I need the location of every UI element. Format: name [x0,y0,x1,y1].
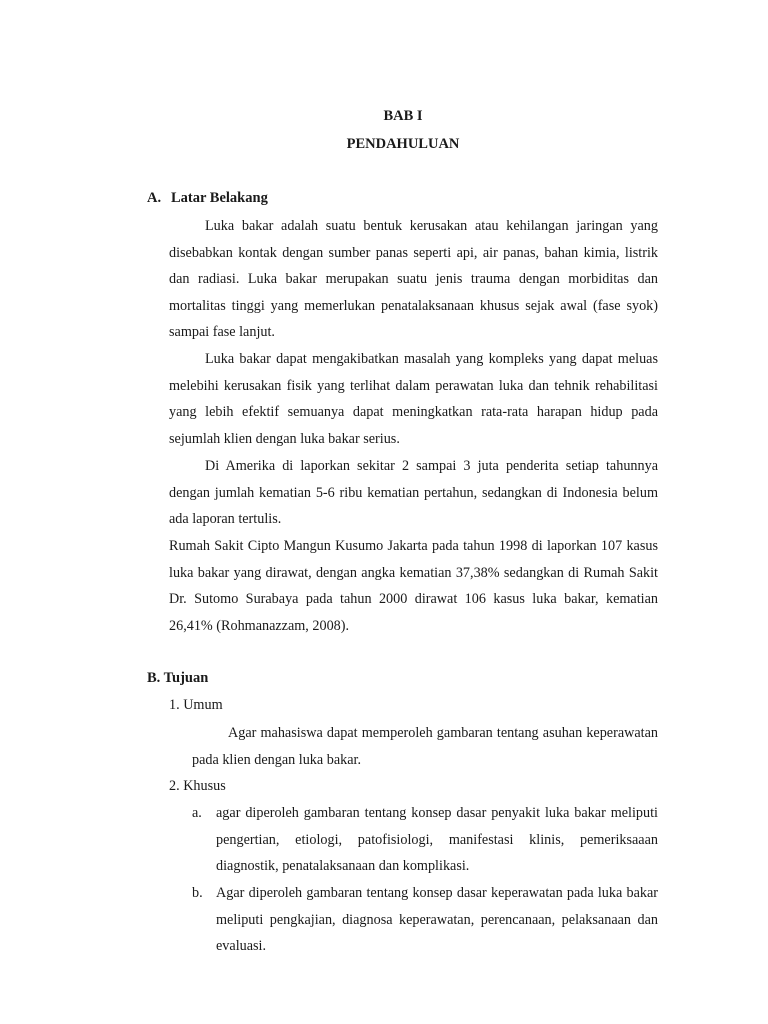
paragraph-4: Rumah Sakit Cipto Mangun Kusumo Jakarta pada tahun 1998 di laporkan 107 kasus luka bakar yang dirawat, dengan angka kematian 37,38% sedangkan di Rumah Sakit Dr. Sutomo Surabaya pada tahun 2000 dirawat 106 kasus luka bakar, kematian 26,41% (Rohmanazzam, 2008). [169,538,658,634]
section-a-letter: A. [147,190,162,206]
list-item-b: Agar diperoleh gambaran tentang konsep dasar keperawatan pada luka bakar meliputi pengkajian, diagnosa keperawatan, perencanaan, pelaksanaan dan evaluasi. [216,885,658,955]
list-label-umum: 1. Umum [169,697,223,713]
chapter-title: BAB I [383,108,423,124]
list-item-a: agar diperoleh gambaran tentang konsep dasar penyakit luka bakar meliputi pengertian, etiologi, patofisiologi, manifestasi klinis, pemeriksaaan diagnostik, penatalaksanaan dan komplikasi. [216,805,658,875]
umum-text: Agar mahasiswa dapat memperoleh gambaran tentang asuhan keperawatan pada klien dengan luka bakar. [192,725,658,768]
paragraph-1: Luka bakar adalah suatu bentuk kerusakan atau kehilangan jaringan yang disebabkan kontak dengan sumber panas seperti api, air panas, bahan kimia, listrik dan radiasi. Luka bakar merupakan suatu jenis trauma dengan morbiditas dan mortalitas tinggi yang memerlukan penatalaksanaan khusus sejak awal (fase syok) sampai fase lanjut. [169,218,658,341]
section-b-heading: B. Tujuan [147,670,209,686]
chapter-subtitle: PENDAHULUAN [346,136,460,152]
paragraph-3: Di Amerika di laporkan sekitar 2 sampai 3 juta penderita setiap tahunnya dengan jumlah kematian 5-6 ribu kematian pertahun, sedangkan di Indonesia belum ada laporan tertulis. [169,458,658,528]
section-a-title: Latar Belakang [171,190,268,206]
section-a-heading [147,190,268,207]
list-marker-b: b. [192,885,203,901]
paragraph-2: Luka bakar dapat mengakibatkan masalah yang kompleks yang dapat meluas melebihi kerusakan fisik yang terlihat dalam perawatan luka dan tehnik rehabilitasi yang lebih efektif semuanya dapat meningkatkan rata-rata harapan hidup pada sejumlah klien dengan luka bakar serius. [169,351,658,447]
list-label-khusus: 2. Khusus [169,778,226,794]
list-marker-a: a. [192,805,202,821]
